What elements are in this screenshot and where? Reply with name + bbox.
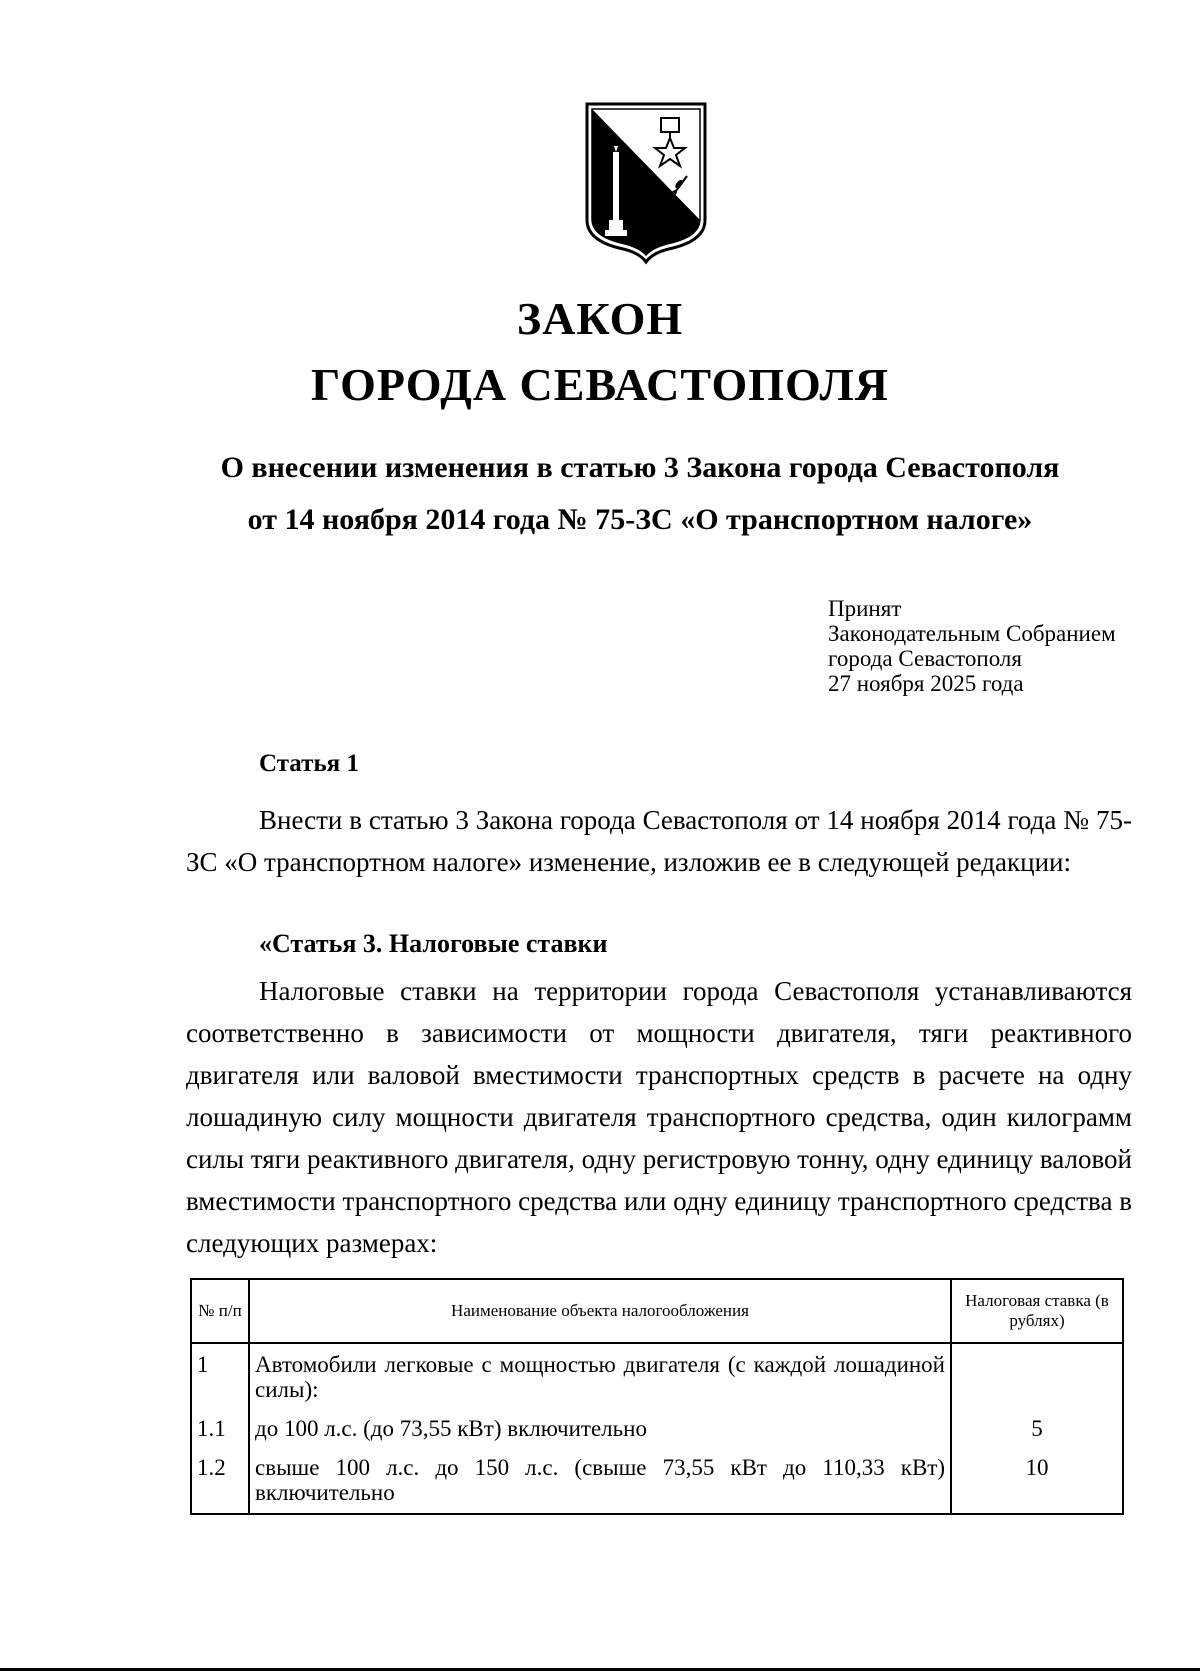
article-3-text: Налоговые ставки на территории города Севастополя устанавливаются соответственно в зависимости от мощности двигателя, тяги реактивного двигателя или валовой вместимости транспортных средств в расчете на одну лошадиную силу мощности двигателя транспортного средства, один килограмм силы тяги реактивного двигателя, одну регистровую тонну, одну единицу валовой вместимости транспортного средства или одну единицу транспортного средства в следующих размерах: — [186, 976, 1132, 1258]
adoption-line: города Севастополя — [828, 646, 1022, 671]
coat-of-arms-icon — [583, 100, 709, 266]
adoption-line: Законодательным Собранием — [828, 621, 1116, 646]
article-3-heading: «Статья 3. Налоговые ставки — [259, 929, 608, 958]
row-num: 1 — [191, 1343, 249, 1408]
row-num: 1.2 — [191, 1447, 249, 1514]
document-title-city: ГОРОДА СЕВАСТОПОЛЯ — [310, 359, 890, 410]
table-row — [191, 1343, 1123, 1408]
header-num: № п/п — [191, 1279, 249, 1343]
document-title: ЗАКОН — [516, 293, 684, 344]
adoption-line: Принят — [828, 596, 902, 621]
document-subtitle — [150, 442, 1130, 546]
header-rate: Налоговая ставка (в рублях) — [951, 1279, 1123, 1343]
tax-rates-table — [190, 1278, 1124, 1515]
row-name: свыше 100 л.с. до 150 л.с. (свыше 73,55 кВт до 110,33 кВт) включительно — [249, 1447, 951, 1514]
table-header-row — [191, 1279, 1123, 1343]
row-rate: 10 — [951, 1447, 1123, 1514]
row-num: 1.1 — [191, 1408, 249, 1447]
table-row — [191, 1447, 1123, 1514]
row-name: Автомобили легковые с мощностью двигателя (с каждой лошадиной силы): — [249, 1343, 951, 1408]
article-1-text: Внести в статью 3 Закона города Севастополя от 14 ноября 2014 года № 75-ЗС «О транспортном налоге» изменение, изложив ее в следующей редакции: — [186, 805, 1132, 877]
row-rate — [951, 1343, 1123, 1408]
subtitle-line: от 14 ноября 2014 года № 75-ЗС «О транспортном налоге» — [247, 503, 1033, 536]
adoption-date: 27 ноября 2025 года — [828, 671, 1024, 696]
row-rate: 5 — [951, 1408, 1123, 1447]
adoption-block — [828, 596, 1116, 696]
article-1-heading: Статья 1 — [259, 750, 359, 777]
header-name: Наименование объекта налогообложения — [249, 1279, 951, 1343]
table-row — [191, 1408, 1123, 1447]
subtitle-line: О внесении изменения в статью 3 Закона города Севастополя — [220, 451, 1060, 484]
row-name: до 100 л.с. (до 73,55 кВт) включительно — [249, 1408, 951, 1447]
